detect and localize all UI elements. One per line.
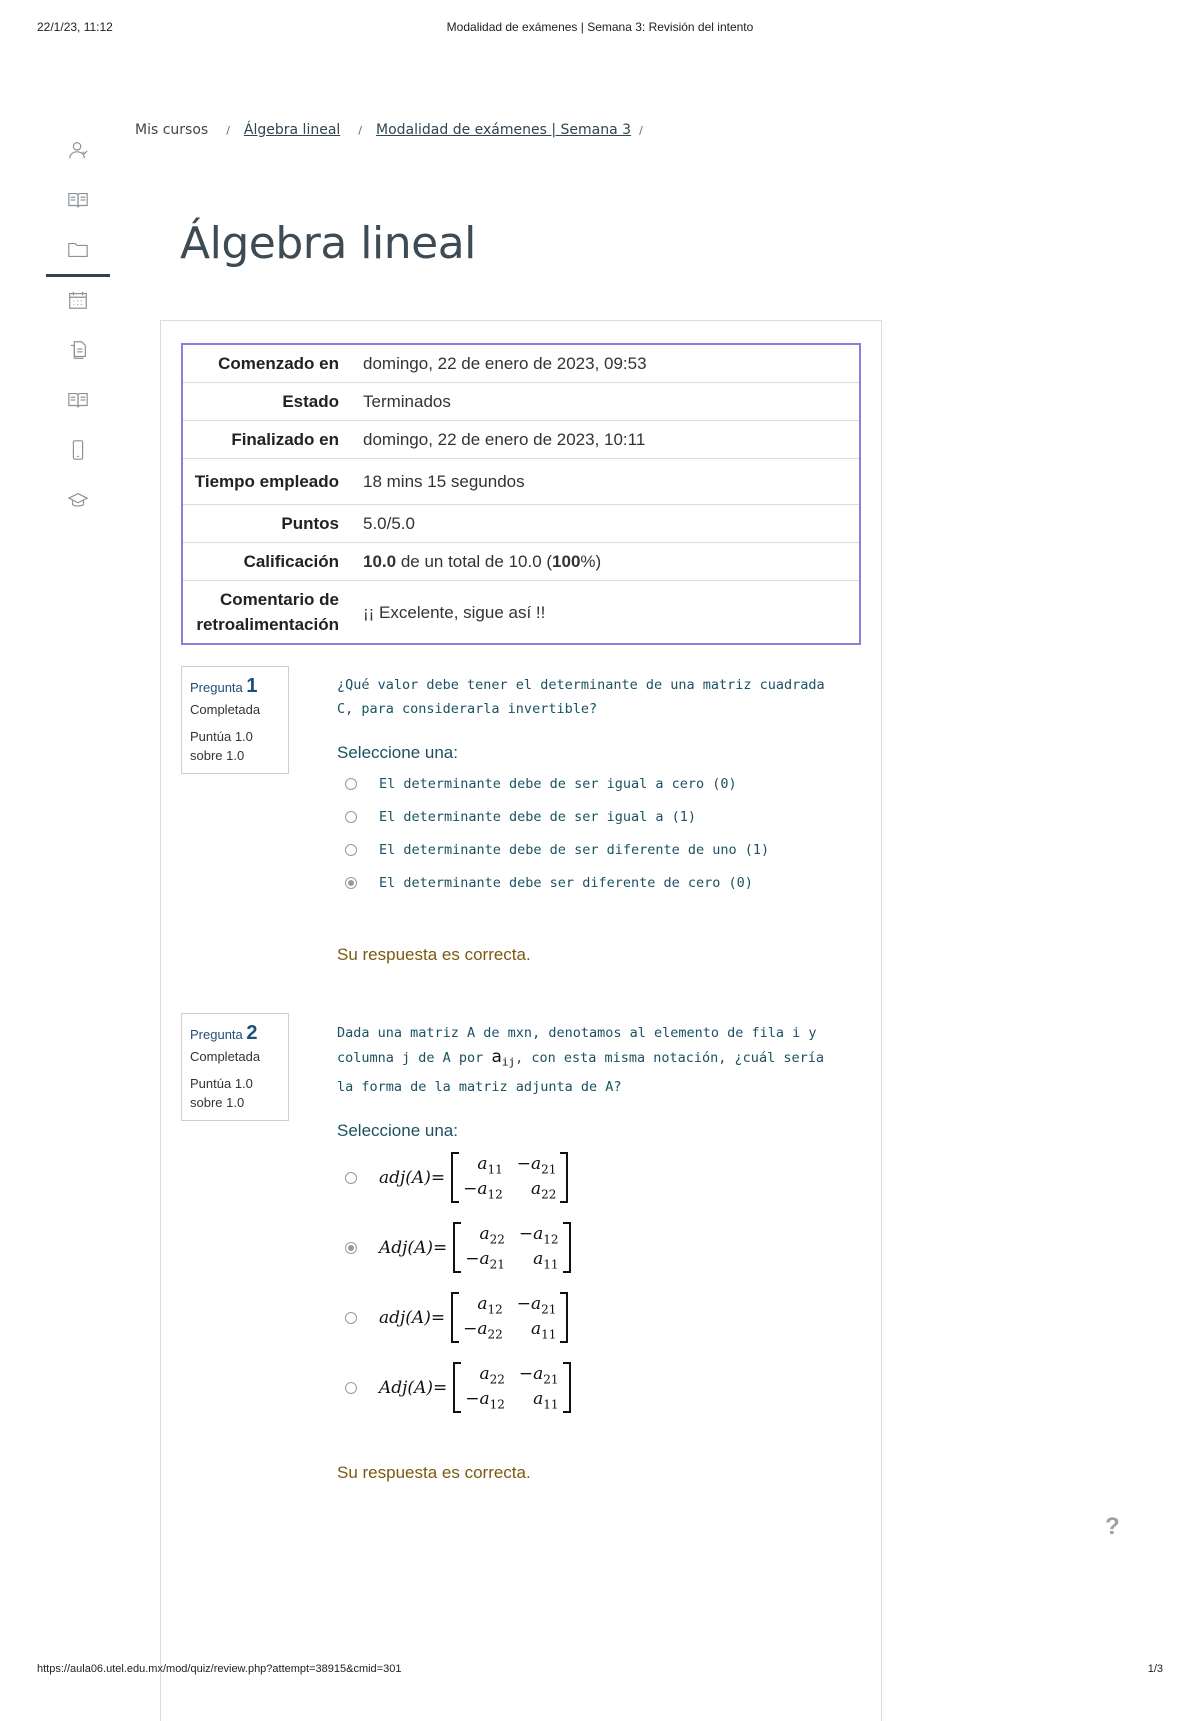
radio-button-selected[interactable] [345, 1242, 357, 1254]
matrix-subscript: 11 [543, 1257, 559, 1272]
question-label: Pregunta [190, 1027, 243, 1042]
matrix-cell [465, 1364, 505, 1386]
matrix-formula [379, 1362, 571, 1413]
question-info-box [181, 666, 289, 774]
matrix-cell [463, 1179, 503, 1201]
matrix-subscript: 22 [487, 1327, 503, 1342]
matrix-entry: a [531, 1178, 542, 1199]
breadcrumb-mis-cursos[interactable]: Mis cursos [135, 122, 209, 138]
breadcrumb-separator: / [358, 124, 363, 137]
question-grade-line: Puntúa 1.0 [190, 1076, 253, 1091]
attempt-summary-table [181, 343, 861, 645]
matrix-entry: −a [516, 1154, 542, 1175]
question-state: Completada [190, 1049, 261, 1064]
question-state: Completada [190, 702, 261, 717]
summary-label: Puntos [281, 514, 339, 533]
matrix-entry: −a [463, 1178, 488, 1199]
question-grade [190, 727, 280, 765]
matrix-cell [463, 1294, 503, 1316]
summary-row-started [182, 344, 860, 383]
book-icon[interactable] [46, 175, 110, 225]
matrix-entry: −a [516, 1294, 542, 1315]
summary-label: Estado [282, 392, 339, 411]
course-sidebar [46, 125, 110, 525]
question-grade-line: sobre 1.0 [190, 1095, 245, 1110]
print-url: https://aula06.utel.edu.mx/mod/quiz/review.php?attempt=38915&cmid=301 [37, 1663, 402, 1675]
matrix-cell [463, 1319, 503, 1341]
formula-lhs: Adj(A)= [379, 1377, 448, 1398]
formula-lhs: adj(A)= [379, 1167, 446, 1188]
matrix-cell [465, 1224, 505, 1246]
mobile-icon[interactable] [46, 425, 110, 475]
radio-button[interactable] [345, 1312, 357, 1324]
matrix-subscript: 21 [543, 1372, 559, 1387]
summary-row-state [182, 383, 860, 421]
summary-value: Terminados [363, 392, 451, 411]
answer-option-label: El determinante debe ser diferente de cero (0) [379, 874, 753, 891]
question-info-box [181, 1013, 289, 1121]
summary-value: domingo, 22 de enero de 2023, 10:11 [363, 430, 646, 449]
matrix-entry: −a [518, 1224, 544, 1245]
summary-row-points [182, 505, 860, 543]
matrix-subscript: 12 [489, 1397, 505, 1412]
grade-percent: 100 [552, 552, 581, 571]
answer-option[interactable] [337, 833, 837, 866]
matrix-cell [519, 1249, 559, 1271]
math-variable: a [491, 1047, 502, 1067]
summary-value: 18 mins 15 segundos [363, 472, 525, 491]
answer-prompt: Seleccione una: [337, 1120, 458, 1140]
matrix-formula [379, 1222, 571, 1273]
summary-label: Comenzado en [218, 354, 339, 373]
matrix-subscript: 11 [543, 1397, 559, 1412]
matrix-subscript: 12 [487, 1187, 503, 1202]
summary-label: Finalizado en [231, 430, 339, 449]
grade-total: de un total de 10.0 ( [396, 552, 553, 571]
matrix-cell [517, 1179, 557, 1201]
question-number-value: 1 [246, 675, 258, 697]
matrix-subscript: 12 [487, 1302, 503, 1317]
folder-icon[interactable] [46, 225, 110, 275]
breadcrumb-modalidad-examenes[interactable]: Modalidad de exámenes | Semana 3 [376, 122, 632, 138]
matrix [453, 1222, 570, 1273]
breadcrumb [135, 122, 657, 138]
formula-lhs: adj(A)= [379, 1307, 446, 1328]
matrix [453, 1362, 570, 1413]
question-number-value: 2 [246, 1022, 258, 1044]
matrix-subscript: 22 [541, 1187, 557, 1202]
question-grade-line: sobre 1.0 [190, 748, 245, 763]
summary-row-finished [182, 421, 860, 459]
print-footer [37, 1663, 1163, 1677]
print-date: 22/1/23, 11:12 [37, 20, 113, 34]
matrix-cell [517, 1319, 557, 1341]
summary-value: ¡¡ Excelente, sigue así !! [363, 602, 546, 622]
answer-option-label: El determinante debe de ser diferente de uno (1) [379, 841, 770, 858]
matrix-subscript: 21 [489, 1257, 505, 1272]
answer-option-label: El determinante debe de ser igual a cero (0) [379, 775, 737, 792]
matrix [451, 1292, 568, 1343]
matrix-cell [517, 1294, 557, 1316]
matrix-subscript: 22 [489, 1372, 505, 1387]
print-page-number: 1/3 [1147, 1663, 1163, 1675]
summary-label: Calificación [243, 552, 339, 571]
matrix-subscript: 21 [541, 1162, 557, 1177]
matrix-entry: −a [465, 1388, 490, 1409]
matrix-subscript: 22 [489, 1232, 505, 1247]
matrix-entry: −a [518, 1364, 544, 1385]
answer-feedback: Su respuesta es correcta. [337, 1462, 531, 1482]
question-content [337, 673, 837, 965]
grade-percent-suffix: %) [580, 552, 602, 571]
matrix-entry: a [531, 1318, 542, 1339]
question-grade-line: Puntúa 1.0 [190, 729, 253, 744]
answer-option[interactable] [337, 1353, 837, 1423]
matrix-formula [379, 1152, 568, 1203]
matrix-subscript: 11 [487, 1162, 503, 1177]
print-title: Modalidad de exámenes | Semana 3: Revisión del intento [446, 20, 754, 34]
matrix-subscript: 21 [541, 1302, 557, 1317]
matrix-entry: a [479, 1224, 490, 1245]
documents-icon[interactable] [46, 325, 110, 375]
math-subscript: ij [501, 1055, 516, 1069]
summary-value [355, 543, 860, 581]
question-text-part: Dada una matriz A de mxn, denotamos al elemento de fila i y columna j de A por [337, 1025, 817, 1066]
question-label: Pregunta [190, 680, 243, 695]
graduation-cap-icon[interactable] [46, 475, 110, 525]
radio-button[interactable] [345, 778, 357, 790]
grade-value: 10.0 [363, 552, 397, 571]
page-title: Álgebra lineal [180, 218, 476, 269]
question-content [337, 1021, 837, 1483]
breadcrumb-separator: / [226, 124, 230, 137]
breadcrumb-algebra-lineal[interactable]: Álgebra lineal [243, 122, 341, 138]
formula-lhs: Adj(A)= [379, 1237, 448, 1258]
answer-option[interactable] [337, 800, 837, 833]
radio-button-selected[interactable] [345, 877, 357, 889]
summary-value: 5.0/5.0 [363, 514, 415, 533]
question-grade [190, 1074, 280, 1112]
answer-feedback: Su respuesta es correcta. [337, 945, 531, 964]
breadcrumb-separator: / [639, 124, 643, 137]
matrix-entry: a [533, 1388, 544, 1409]
radio-button[interactable] [345, 811, 357, 823]
quiz-review-card [160, 320, 882, 1721]
answer-option[interactable] [337, 1213, 837, 1283]
answer-option[interactable] [337, 866, 837, 899]
summary-row-feedback [182, 581, 860, 645]
question-number [190, 1022, 280, 1045]
user-icon[interactable] [46, 125, 110, 175]
matrix-cell [465, 1249, 505, 1271]
matrix-entry: −a [463, 1318, 488, 1339]
matrix-formula [379, 1292, 568, 1343]
matrix-entry: a [533, 1248, 544, 1269]
calendar-icon[interactable] [46, 275, 110, 325]
radio-button[interactable] [345, 844, 357, 856]
matrix-cell [465, 1389, 505, 1411]
matrix-entry: −a [465, 1248, 490, 1269]
question-text [337, 1021, 837, 1099]
summary-row-grade [182, 543, 860, 581]
question-number [190, 675, 280, 698]
answer-prompt: Seleccione una: [337, 743, 458, 762]
question-text: ¿Qué valor debe tener el determinante de una matriz cuadrada C, para considerarla invertible? [337, 677, 825, 717]
summary-value: domingo, 22 de enero de 2023, 09:53 [363, 354, 647, 373]
matrix-cell [519, 1224, 559, 1246]
radio-button[interactable] [345, 1172, 357, 1184]
matrix-cell [519, 1364, 559, 1386]
summary-label: Comentario de retroalimentación [196, 590, 339, 634]
answer-option-label: El determinante debe de ser igual a (1) [379, 808, 696, 825]
matrix-entry: a [477, 1154, 488, 1175]
summary-label: Tiempo empleado [194, 472, 339, 491]
answer-option[interactable] [337, 767, 837, 800]
matrix-entry: a [477, 1294, 488, 1315]
matrix-subscript: 11 [541, 1327, 557, 1342]
question-text-part: , con esta misma notación, ¿cuál sería la forma de la matriz adjunta de A? [337, 1050, 824, 1095]
matrix-cell [517, 1154, 557, 1176]
radio-button[interactable] [345, 1382, 357, 1394]
matrix-cell [519, 1389, 559, 1411]
summary-row-time-taken [182, 459, 860, 505]
matrix [451, 1152, 568, 1203]
matrix-entry: a [479, 1364, 490, 1385]
help-icon[interactable]: ? [1105, 1513, 1120, 1540]
book-icon[interactable] [46, 375, 110, 425]
answer-options [337, 767, 837, 899]
answer-options [337, 1143, 837, 1423]
matrix-subscript: 12 [543, 1232, 559, 1247]
matrix-cell [463, 1154, 503, 1176]
answer-option[interactable] [337, 1283, 837, 1353]
answer-option[interactable] [337, 1143, 837, 1213]
